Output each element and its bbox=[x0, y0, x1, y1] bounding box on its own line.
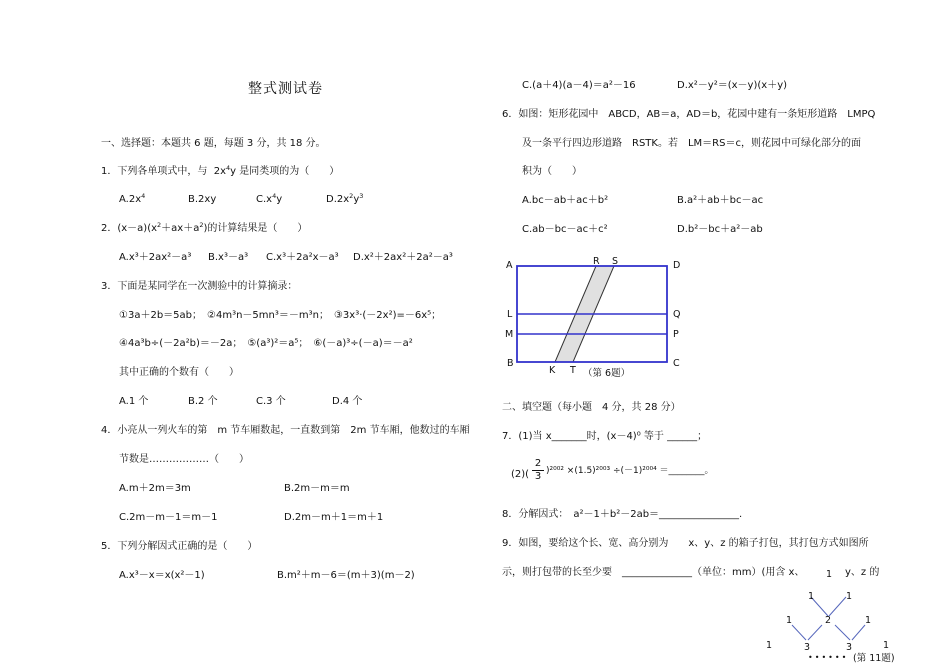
page-title: 整式测试卷 bbox=[248, 81, 323, 97]
q1-option-a: $A.2x^4$ bbox=[119, 192, 146, 205]
question-7-part-2-rest: )²⁰⁰² ×(1.5)²⁰⁰³ ÷(－1)²⁰⁰⁴ ＝________。 bbox=[546, 466, 714, 476]
label-a: A bbox=[506, 260, 513, 271]
figure-6-caption: （第 6题） bbox=[583, 368, 631, 379]
triangle-num-10: 3 bbox=[846, 642, 853, 653]
triangle-num-2: 1 bbox=[808, 591, 815, 602]
q5-option-c: C.(a＋4)(a－4)＝a²－16 bbox=[522, 80, 636, 91]
q1-option-c: $C.x^4y$ bbox=[256, 192, 283, 205]
garden-rectangle-figure bbox=[500, 252, 700, 382]
label-p: P bbox=[673, 329, 679, 340]
q4-option-b: B.2m－m＝m bbox=[284, 483, 350, 494]
q1-option-d: $D.2x^2y^3$ bbox=[326, 192, 364, 205]
triangle-num-9: 3 bbox=[804, 642, 811, 653]
fraction-numerator: 2 bbox=[534, 458, 542, 469]
q3-option-c: C.3 个 bbox=[256, 396, 286, 407]
question-7-line-1: 7．(1)当 x_______时，(x－4)⁰ 等于 ______； bbox=[502, 431, 708, 442]
triangle-num-1: 1 bbox=[826, 569, 833, 580]
q3-line-3: 其中正确的个数有（ ） bbox=[119, 367, 239, 378]
label-l: L bbox=[507, 309, 513, 320]
section-2-heading: 二、填空题（每小题 4 分，共 28 分） bbox=[502, 402, 681, 413]
label-s: S bbox=[612, 256, 619, 267]
label-k: K bbox=[549, 365, 556, 376]
q2-option-a: A.x³＋2ax²－a³ bbox=[119, 252, 192, 263]
figure-11-caption: (第 11题) bbox=[853, 653, 895, 664]
q3-option-b: B.2 个 bbox=[188, 396, 218, 407]
question-4-stem-2: 节数是………………（ ） bbox=[119, 454, 249, 465]
label-c: C bbox=[673, 358, 680, 369]
section-1-heading: 一、选择题：本题共 6 题，每题 3 分，共 18 分。 bbox=[101, 138, 326, 149]
q4-option-a: A.m＋2m＝3m bbox=[119, 483, 191, 494]
label-d: D bbox=[673, 260, 681, 271]
number-triangle-figure bbox=[780, 585, 900, 655]
q5-option-d: D.x²－y²＝(x－y)(x＋y) bbox=[677, 80, 788, 91]
triangle-num-5: 2 bbox=[825, 615, 832, 626]
triangle-num-6: 1 bbox=[865, 615, 872, 626]
q6-option-d: D.b²－bc＋a²－ab bbox=[677, 224, 763, 235]
triangle-num-8: 1 bbox=[883, 640, 890, 651]
triangle-num-7: 1 bbox=[766, 640, 773, 651]
q1-option-b: B.2xy bbox=[188, 194, 217, 205]
question-6-line-3: 积为（ ） bbox=[522, 166, 582, 177]
q4-option-c: C.2m－m－1＝m－1 bbox=[119, 512, 218, 523]
triangle-num-4: 1 bbox=[786, 615, 793, 626]
question-5-stem: 5．下列分解因式正确的是（ ） bbox=[101, 541, 258, 552]
q6-option-c: C.ab－bc－ac＋c² bbox=[522, 224, 608, 235]
q3-option-d: D.4 个 bbox=[332, 396, 363, 407]
fraction-denominator: 3 bbox=[532, 470, 544, 482]
question-4-stem: 4．小亮从一列火车的第 m 节车厢数起，一直数到第 2m 节车厢，他数过的车厢 bbox=[101, 425, 470, 436]
question-9-line-1: 9．如图，要给这个长、宽、高分别为 x、y、z 的箱子打包，其打包方式如图所 bbox=[502, 538, 869, 549]
question-8: 8．分解因式： a²－1＋b²－2ab＝________________. bbox=[502, 509, 743, 520]
q3-line-1: ①3a＋2b＝5ab； ②4m³n－5mn³＝－m³n； ③3x³·(－2x²)=－6x⁵； bbox=[119, 310, 442, 321]
question-7-part-2-open: (2)( bbox=[511, 469, 530, 480]
question-3-stem: 3．下面是某同学在一次测验中的计算摘录： bbox=[101, 281, 298, 292]
triangle-num-3: 1 bbox=[846, 591, 853, 602]
q4-option-d: D.2m－m＋1＝m＋1 bbox=[284, 512, 384, 523]
q6-option-a: A.bc－ab＋ac＋b² bbox=[522, 195, 609, 206]
question-9-line-2: 示，则打包带的长至少要 ______________（单位：mm）(用含 x、 bbox=[502, 567, 805, 578]
label-q: Q bbox=[673, 309, 681, 320]
fraction-two-thirds bbox=[532, 458, 544, 482]
q2-option-d: D.x²＋2ax²＋2a²－a³ bbox=[353, 252, 453, 263]
dots-row: •••••• bbox=[808, 653, 849, 662]
question-1-stem: 1．下列各单项式中，与 $2x^4y$ 是同类项的为（ ） bbox=[101, 164, 340, 177]
label-b: B bbox=[507, 358, 514, 369]
q5-option-a: A.x³－x＝x(x²－1) bbox=[119, 570, 205, 581]
q3-line-2: ④4a³b÷(－2a²b)＝－2a； ⑤(a³)²＝a⁵； ⑥(－a)³÷(－a)＝－a² bbox=[119, 338, 413, 349]
label-m: M bbox=[505, 329, 514, 340]
question-2-stem: 2．$(x-a)(x^2+ax+a^2)$的计算结果是（ ） bbox=[101, 221, 308, 234]
label-r: R bbox=[593, 256, 600, 267]
q2-option-c: C.x³＋2a²x－a³ bbox=[266, 252, 339, 263]
question-6-line-1: 6．如图：矩形花园中 ABCD，AB＝a，AD＝b，花园中建有一条矩形道路 LMPQ bbox=[502, 109, 876, 120]
q5-option-b: B.m²＋m－6＝(m＋3)(m－2) bbox=[277, 570, 415, 581]
question-9-line-2-tail: y、z 的 bbox=[845, 567, 880, 578]
q2-option-b: B.x³－a³ bbox=[208, 252, 249, 263]
q6-option-b: B.a²＋ab＋bc－ac bbox=[677, 195, 764, 206]
question-6-line-2: 及一条平行四边形道路 RSTK。若 LM＝RS＝c，则花园中可绿化部分的面 bbox=[522, 138, 861, 149]
label-t: T bbox=[570, 365, 576, 376]
q3-option-a: A.1 个 bbox=[119, 396, 149, 407]
